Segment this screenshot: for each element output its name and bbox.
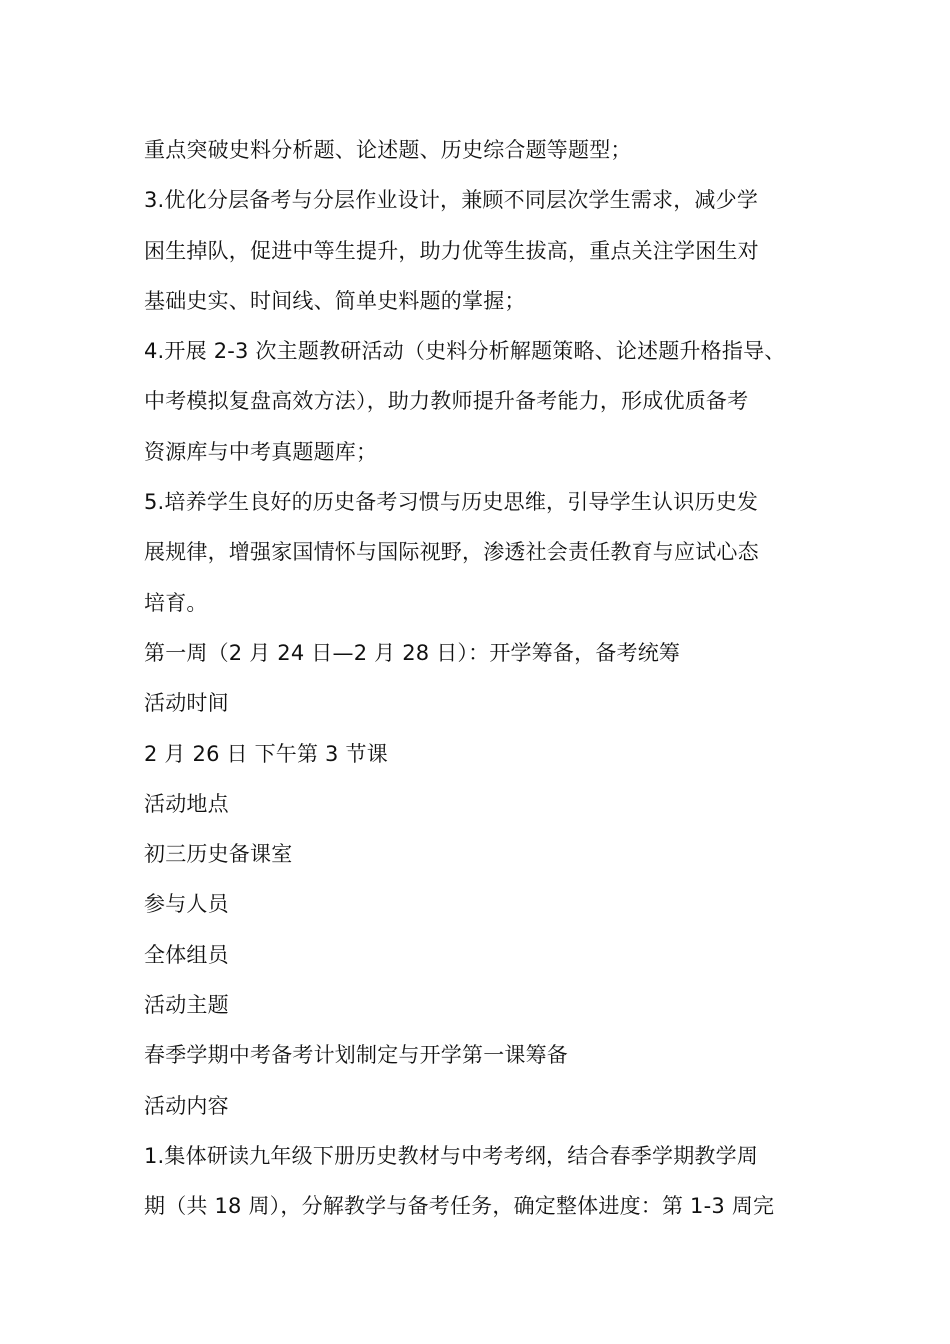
paragraph-line: 困生掉队，促进中等生提升，助力优等生拔高，重点关注学困生对 <box>144 238 759 263</box>
paragraph-line: 期（共 18 周），分解教学与备考任务，确定整体进度：第 1-3 周完 <box>144 1194 775 1219</box>
field-value-participants: 全体组员 <box>144 942 229 967</box>
paragraph-line: 资源库与中考真题题库； <box>144 439 378 464</box>
paragraph-line: 展规律，增强家国情怀与国际视野，渗透社会责任教育与应试心态 <box>144 540 759 565</box>
document-body <box>144 125 814 1232</box>
paragraph-line: 3.优化分层备考与分层作业设计，兼顾不同层次学生需求，减少学 <box>144 188 759 213</box>
field-label-content: 活动内容 <box>144 1093 229 1118</box>
field-value-theme: 春季学期中考备考计划制定与开学第一课筹备 <box>144 1043 568 1068</box>
paragraph-line: 5.培养学生良好的历史备考习惯与历史思维，引导学生认识历史发 <box>144 490 759 515</box>
paragraph-line: 重点突破史料分析题、论述题、历史综合题等题型； <box>144 138 632 162</box>
field-label-location: 活动地点 <box>144 791 229 816</box>
field-value-location: 初三历史备课室 <box>144 842 293 867</box>
paragraph-line: 基础史实、时间线、简单史料题的掌握； <box>144 288 526 313</box>
paragraph-line: 4.开展 2-3 次主题教研活动（史料分析解题策略、论述题升格指导、 <box>144 339 786 364</box>
paragraph-line: 培育。 <box>144 590 208 615</box>
field-label-time: 活动时间 <box>144 691 229 716</box>
week-heading: 第一周（2 月 24 日—2 月 28 日）：开学筹备，备考统筹 <box>144 640 681 665</box>
field-value-time: 2 月 26 日 下午第 3 节课 <box>144 741 388 766</box>
field-label-theme: 活动主题 <box>144 993 229 1018</box>
field-label-participants: 参与人员 <box>144 892 229 917</box>
paragraph-line: 中考模拟复盘高效方法），助力教师提升备考能力，形成优质备考 <box>144 389 749 414</box>
paragraph-line: 1.集体研读九年级下册历史教材与中考考纲，结合春季学期教学周 <box>144 1143 759 1168</box>
